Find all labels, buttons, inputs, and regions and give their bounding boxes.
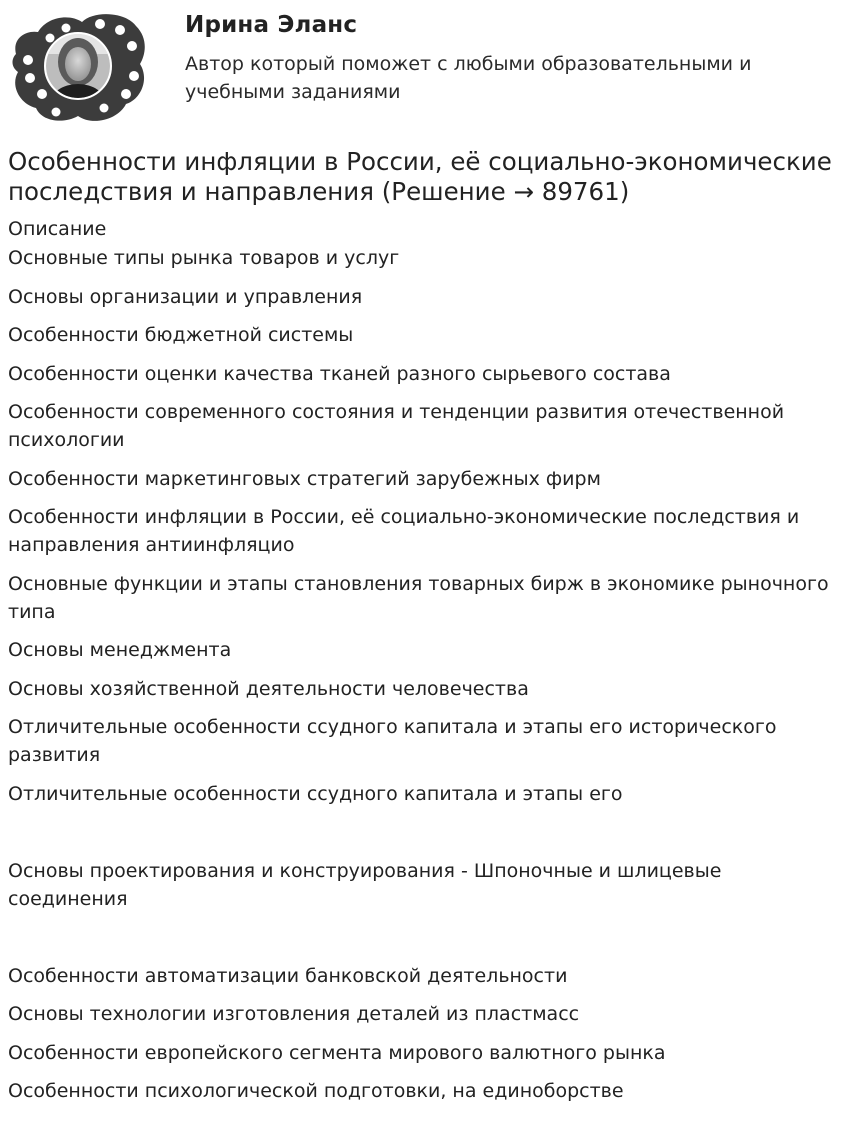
- list-item: [8, 675, 838, 703]
- list-item: [8, 283, 838, 311]
- related-link[interactable]: Основы менеджмента: [8, 639, 232, 661]
- page-title: Особенности инфляции в России, её социально-экономические последствия и направления (Решение → 89761): [8, 147, 832, 206]
- related-link[interactable]: Особенности маркетинговых стратегий зарубежных фирм: [8, 467, 601, 490]
- related-link[interactable]: Особенности психологической подготовки, на единоборстве: [8, 1080, 624, 1102]
- related-link[interactable]: Особенности автоматизации банковской деятельности: [8, 964, 568, 987]
- list-item: [8, 465, 838, 493]
- related-link[interactable]: Отличительные особенности ссудного капитала и этапы его: [8, 782, 623, 805]
- list-item: [8, 398, 838, 454]
- film-reel-portrait-icon: [8, 8, 150, 126]
- related-link[interactable]: Особенности инфляции в России, её социально-экономические последствия и направления антиинфляцио: [8, 506, 800, 556]
- related-link[interactable]: Основные функции и этапы становления товарных бирж в экономике рыночного типа: [8, 572, 829, 623]
- related-link[interactable]: Особенности бюджетной системы: [8, 324, 354, 346]
- related-link[interactable]: Особенности современного состояния и тенденции развития отечественной психологии: [8, 401, 785, 451]
- author-name[interactable]: Ирина Эланс: [185, 12, 358, 38]
- related-link[interactable]: Основы организации и управления: [8, 285, 363, 308]
- list-item: [8, 1077, 838, 1105]
- list-item: [8, 713, 838, 769]
- related-link[interactable]: Особенности оценки качества тканей разного сырьевого состава: [8, 362, 671, 385]
- related-link[interactable]: Основы хозяйственной деятельности человечества: [8, 677, 529, 700]
- list-item: [8, 1039, 838, 1067]
- related-link[interactable]: Основные типы рынка товаров и услуг: [8, 247, 400, 269]
- list-item: [8, 503, 838, 559]
- related-link[interactable]: Отличительные особенности ссудного капитала и этапы его исторического развития: [8, 716, 777, 766]
- list-item: [8, 1000, 838, 1028]
- list-item: [8, 321, 838, 349]
- author-header: [0, 0, 847, 130]
- related-link[interactable]: Основы технологии изготовления деталей из пластмасс: [8, 1003, 580, 1025]
- list-item: [8, 244, 838, 272]
- author-description: Автор который поможет с любыми образовательными и учебными заданиями: [185, 53, 752, 103]
- related-link[interactable]: Основы проектирования и конструирования - Шпоночные и шлицевые соединения: [8, 859, 722, 910]
- related-link[interactable]: Особенности европейского сегмента мирового валютного рынка: [8, 1041, 666, 1064]
- list-item: [8, 857, 838, 913]
- list-item: [8, 780, 838, 808]
- list-item: [8, 360, 838, 388]
- related-links-list: [8, 244, 838, 1116]
- list-item: [8, 636, 838, 664]
- list-item: [8, 570, 838, 626]
- description-label: Описание: [8, 218, 107, 240]
- list-item: [8, 962, 838, 990]
- avatar[interactable]: [8, 8, 150, 126]
